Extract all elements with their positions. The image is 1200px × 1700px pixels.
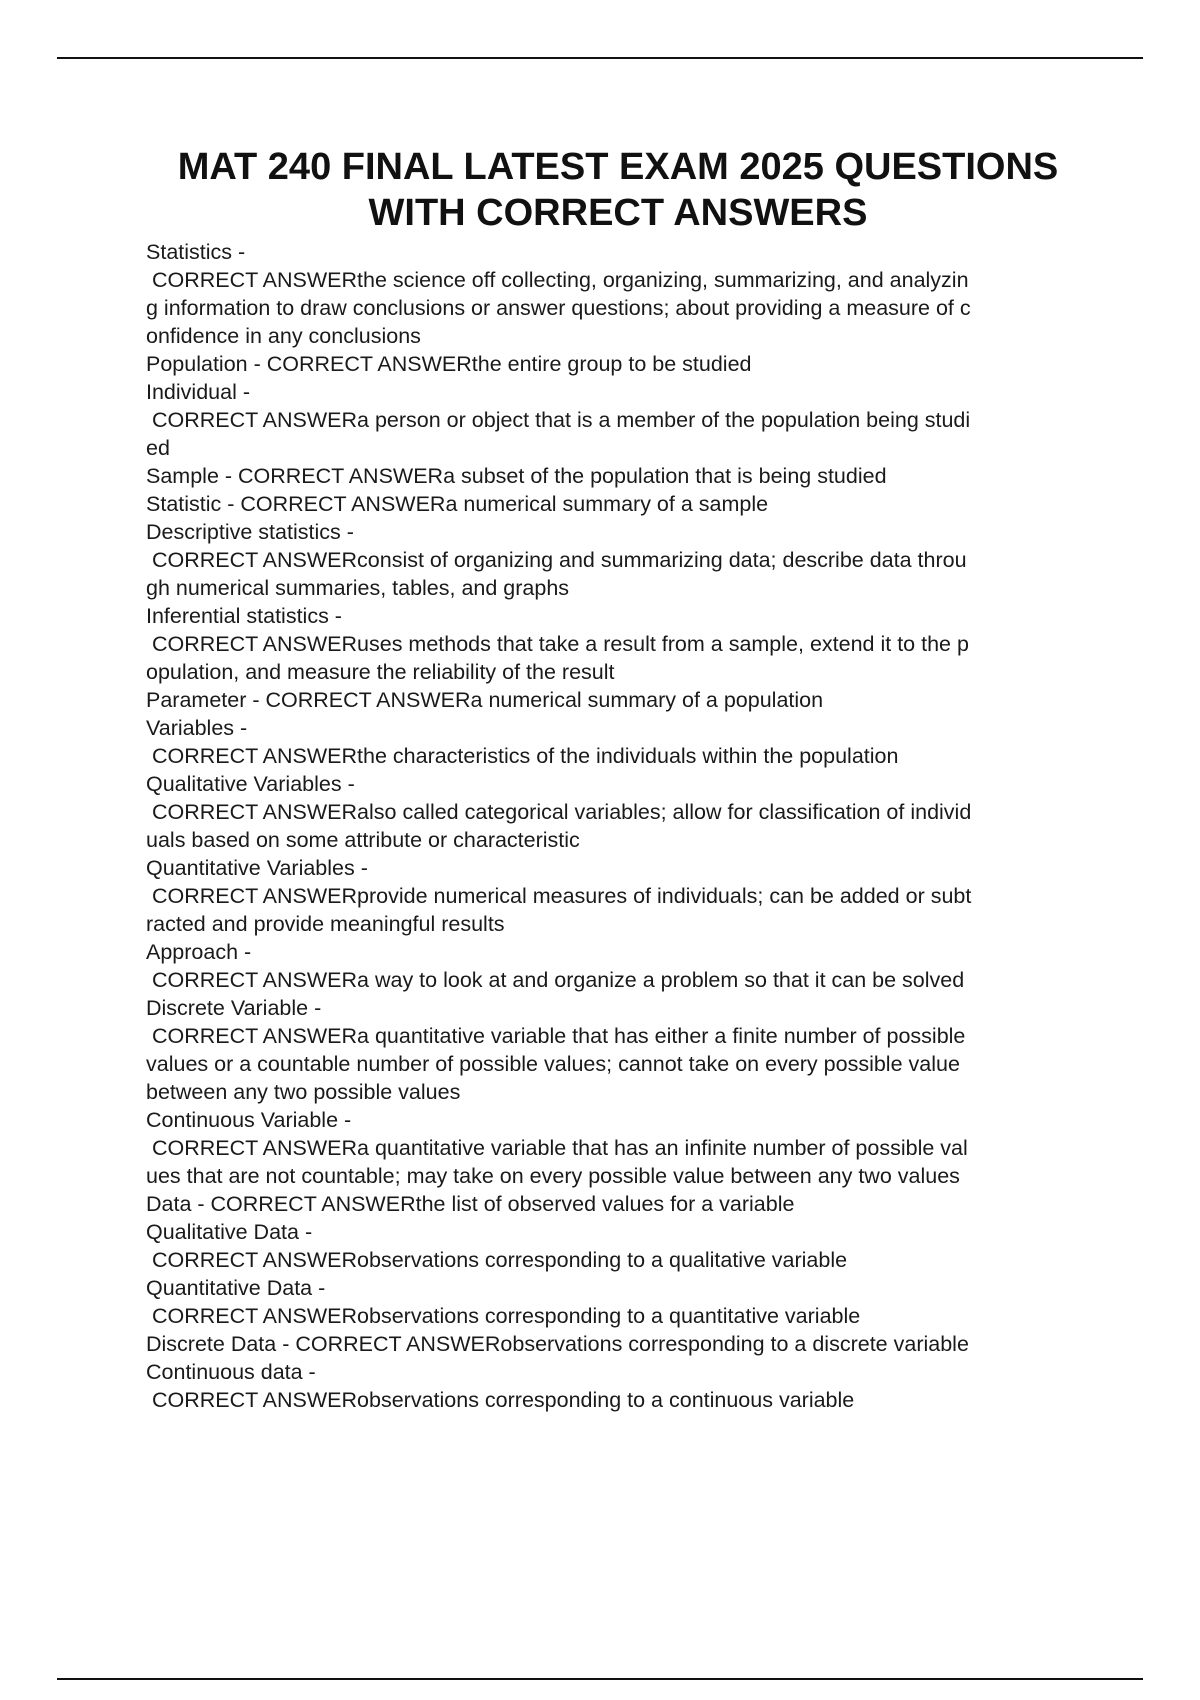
text-line: CORRECT ANSWERa quantitative variable that has an infinite number of possible val (146, 1136, 968, 1160)
text-line: gh numerical summaries, tables, and graphs (146, 576, 570, 600)
text-line: onfidence in any conclusions (146, 324, 421, 348)
text-line: Data - CORRECT ANSWERthe list of observed values for a variable (146, 1192, 795, 1216)
text-line: racted and provide meaningful results (146, 912, 505, 936)
text-line: ed (146, 436, 170, 460)
document-body (146, 238, 1086, 1414)
text-line: Variables - (146, 716, 248, 740)
document-title (120, 144, 1116, 236)
text-line: CORRECT ANSWERuses methods that take a result from a sample, extend it to the p (146, 632, 969, 656)
text-line: CORRECT ANSWERconsist of organizing and summarizing data; describe data throu (146, 548, 967, 572)
text-line: Qualitative Variables - (146, 772, 355, 796)
text-line: uals based on some attribute or characteristic (146, 828, 580, 852)
text-line: CORRECT ANSWERa quantitative variable that has either a finite number of possible (146, 1024, 966, 1048)
text-line: g information to draw conclusions or answer questions; about providing a measure of c (146, 296, 971, 320)
text-line: Inferential statistics - (146, 604, 342, 628)
text-line: Sample - CORRECT ANSWERa subset of the population that is being studied (146, 464, 887, 488)
text-line: Discrete Variable - (146, 996, 322, 1020)
text-line: Statistics - (146, 240, 246, 264)
text-line: ues that are not countable; may take on every possible value between any two values (146, 1164, 960, 1188)
text-line: CORRECT ANSWERthe science off collecting, organizing, summarizing, and analyzin (146, 268, 969, 292)
text-line: Individual - (146, 380, 250, 404)
text-line: between any two possible values (146, 1080, 461, 1104)
text-line: CORRECT ANSWERthe characteristics of the individuals within the population (146, 744, 899, 768)
text-line: values or a countable number of possible values; cannot take on every possible value (146, 1052, 960, 1076)
text-line: Descriptive statistics - (146, 520, 354, 544)
text-line: Parameter - CORRECT ANSWERa numerical summary of a population (146, 688, 824, 712)
text-line: CORRECT ANSWERobservations corresponding to a qualitative variable (146, 1248, 848, 1272)
text-line: CORRECT ANSWERobservations corresponding to a quantitative variable (146, 1304, 861, 1328)
text-line: Qualitative Data - (146, 1220, 313, 1244)
text-line: Quantitative Variables - (146, 856, 368, 880)
text-line: CORRECT ANSWERa way to look at and organize a problem so that it can be solved (146, 968, 965, 992)
text-line: Continuous data - (146, 1360, 316, 1384)
document-title-line-2: WITH CORRECT ANSWERS (368, 192, 868, 234)
header-rule (57, 57, 1143, 59)
footer-rule (57, 1678, 1143, 1680)
text-line: CORRECT ANSWERalso called categorical variables; allow for classification of individ (146, 800, 972, 824)
text-line: Approach - (146, 940, 252, 964)
text-line: Discrete Data - CORRECT ANSWERobservations corresponding to a discrete variable (146, 1332, 969, 1356)
text-line: opulation, and measure the reliability of the result (146, 660, 615, 684)
text-line: CORRECT ANSWERobservations corresponding to a continuous variable (146, 1388, 855, 1412)
text-line: Quantitative Data - (146, 1276, 326, 1300)
text-line: CORRECT ANSWERa person or object that is a member of the population being studi (146, 408, 971, 432)
text-line: CORRECT ANSWERprovide numerical measures of individuals; can be added or subt (146, 884, 972, 908)
text-line: Population - CORRECT ANSWERthe entire group to be studied (146, 352, 752, 376)
text-line: Continuous Variable - (146, 1108, 352, 1132)
document-title-line-1: MAT 240 FINAL LATEST EXAM 2025 QUESTIONS (177, 146, 1059, 188)
text-line: Statistic - CORRECT ANSWERa numerical summary of a sample (146, 492, 769, 516)
